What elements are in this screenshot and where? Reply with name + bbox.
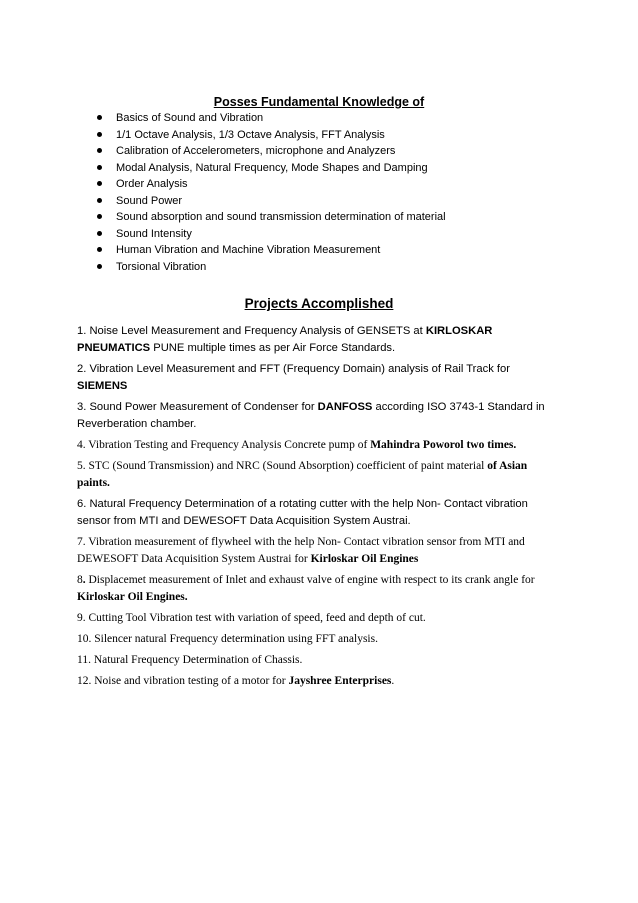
- bullet-icon: [97, 115, 102, 120]
- bullet-icon: [97, 247, 102, 252]
- bullet-icon: [97, 148, 102, 153]
- list-item: Sound absorption and sound transmission determination of material: [97, 209, 446, 226]
- bullet-icon: [97, 132, 102, 137]
- list-item: Human Vibration and Machine Vibration Measurement: [97, 242, 446, 259]
- project-item-10: 10. Silencer natural Frequency determination using FFT analysis.: [77, 633, 378, 645]
- project-item-8: 8. Displacemet measurement of Inlet and exhaust valve of engine with respect to its crank angle for Kirloskar Oil Engines.: [77, 574, 535, 603]
- bullet-icon: [97, 165, 102, 170]
- bullet-icon: [97, 214, 102, 219]
- bullet-icon: [97, 198, 102, 203]
- project-item-9: 9. Cutting Tool Vibration test with variation of speed, feed and depth of cut.: [77, 612, 426, 624]
- bullet-icon: [97, 181, 102, 186]
- projects-heading: Projects Accomplished: [244, 296, 394, 311]
- project-item-5: 5. STC (Sound Transmission) and NRC (Sound Absorption) coefficient of paint material of Asian paints.: [77, 460, 528, 489]
- project-item-6: 6. Natural Frequency Determination of a rotating cutter with the help Non- Contact vibration sensor from MTI and DEWESOFT Data Acquisition System Austrai.: [77, 498, 528, 527]
- list-item: Torsional Vibration: [97, 259, 446, 276]
- list-item: Basics of Sound and Vibration: [97, 110, 446, 127]
- list-item: Sound Intensity: [97, 226, 446, 243]
- list-item: Modal Analysis, Natural Frequency, Mode Shapes and Damping: [97, 160, 446, 177]
- project-item-11: 11. Natural Frequency Determination of Chassis.: [77, 654, 303, 666]
- project-item-3: 3. Sound Power Measurement of Condenser for DANFOSS according ISO 3743-1 Standard in Reverberation chamber.: [77, 401, 545, 430]
- projects-list: [77, 323, 562, 694]
- list-item: Calibration of Accelerometers, microphone and Analyzers: [97, 143, 446, 160]
- project-item-2: 2. Vibration Level Measurement and FFT (Frequency Domain) analysis of Rail Track for SIEMENS: [77, 363, 510, 392]
- bullet-icon: [97, 264, 102, 269]
- list-item: Sound Power: [97, 193, 446, 210]
- list-item: 1/1 Octave Analysis, 1/3 Octave Analysis, FFT Analysis: [97, 127, 446, 144]
- project-item-7: 7. Vibration measurement of flywheel with the help Non- Contact vibration sensor from MTI and DEWESOFT Data Acquisition System Austrai for Kirloskar Oil Engines: [77, 536, 525, 565]
- project-item-12: 12. Noise and vibration testing of a motor for Jayshree Enterprises.: [77, 675, 395, 687]
- bullet-icon: [97, 231, 102, 236]
- list-item: Order Analysis: [97, 176, 446, 193]
- knowledge-heading: Posses Fundamental Knowledge of: [213, 95, 425, 109]
- project-item-1: 1. Noise Level Measurement and Frequency Analysis of GENSETS at KIRLOSKAR PNEUMATICS PUNE multiple times as per Air Force Standards.: [77, 325, 493, 354]
- project-item-4: 4. Vibration Testing and Frequency Analysis Concrete pump of Mahindra Poworol two times.: [77, 439, 517, 451]
- knowledge-list: [97, 110, 446, 275]
